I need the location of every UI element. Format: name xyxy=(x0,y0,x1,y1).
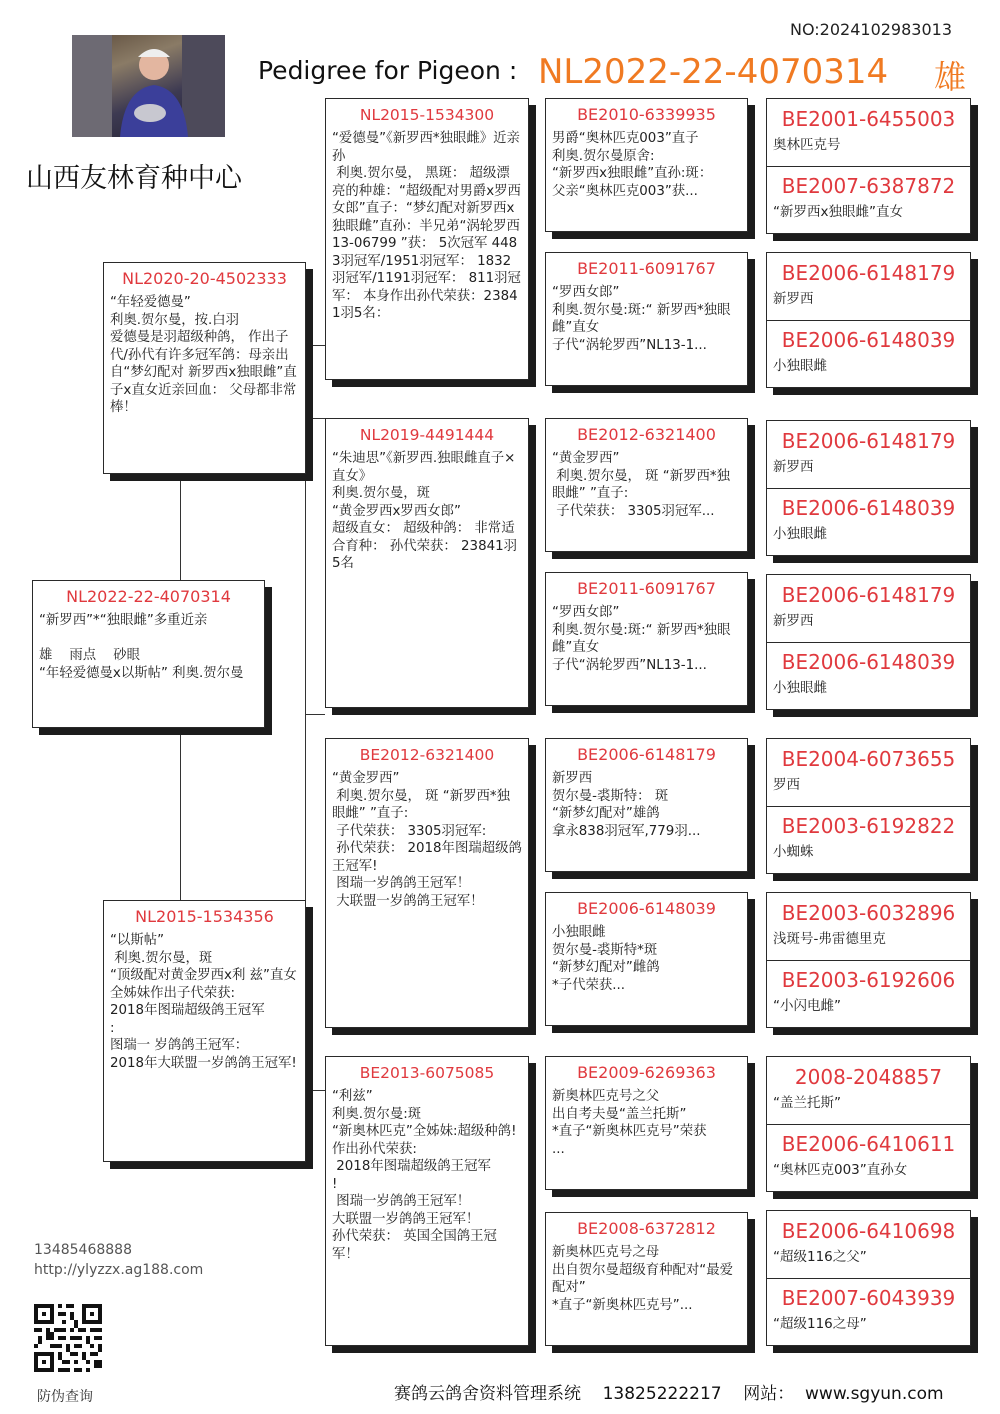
great-grandparent-desc: “罗西女郎” 利奥.贺尔曼:斑:“ 新罗西*独眼雌”直女 子代“涡轮罗西”NL13-1... xyxy=(552,285,731,353)
qr-code-icon[interactable] xyxy=(34,1304,102,1372)
grandparent-card xyxy=(325,738,529,1028)
great-grandparent-desc: 小独眼雌 贺尔曼-裘斯特*斑 “新梦幻配对”雌鸽 *子代荣获... xyxy=(552,925,660,993)
main-ring-number: NL2022-22-4070314 xyxy=(538,52,889,92)
great-grandparent-desc: “罗西女郎” 利奥.贺尔曼:斑:“ 新罗西*独眼雌”直女 子代“涡轮罗西”NL13-1... xyxy=(552,605,731,673)
connector-line xyxy=(305,714,325,716)
gen4-name: 新罗西 xyxy=(773,459,814,475)
gen4-ring: BE2006-6410698 xyxy=(781,1219,956,1243)
gen4-pair-card xyxy=(766,420,971,556)
gen4-pair-card xyxy=(766,1210,971,1346)
great-grandparent-card xyxy=(545,252,748,386)
gen4-name: “奥林匹克003”直孙女 xyxy=(773,1162,908,1178)
gen4-ring: BE2001-6455003 xyxy=(781,107,956,131)
great-grandparent-ring: BE2011-6091767 xyxy=(577,579,716,598)
grandparent-desc: “朱迪思”《新罗西.独眼雌直子×直女》 利奥.贺尔曼，斑 “黄金罗西x罗西女郎” 超级直女： 超级种鸽： 非常适合育种： 孙代荣获： 23841羽5名 xyxy=(332,451,518,571)
sire-card xyxy=(103,262,306,474)
subject-ring: NL2022-22-4070314 xyxy=(66,587,231,606)
connector-line xyxy=(305,1090,325,1092)
gen4-pair-card xyxy=(766,574,971,710)
gen4-ring: BE2003-6032896 xyxy=(781,901,956,925)
gen4-ring: 2008-2048857 xyxy=(794,1065,943,1089)
grandparent-ring: NL2015-1534300 xyxy=(359,106,495,124)
grandparent-desc: “利兹” 利奥.贺尔曼:斑 “新奥林匹克”全姊妹:超级种鸽!作出孙代荣获: 2018年图瑞超级鸽王冠军 ! 图瑞一岁鸽鸽王冠军！ 大联盟一岁鸽鸽王冠军！ 孙代荣获： 英国全国鸽王冠军！ xyxy=(332,1089,517,1262)
gen4-ring: BE2006-6148039 xyxy=(781,328,956,352)
person-photo-icon xyxy=(72,35,225,137)
great-grandparent-desc: 新奥林匹克号之母 出自贺尔曼超级育种配对“最爱配对” *直子“新奥林匹克号”... xyxy=(552,1245,734,1313)
grandparent-card xyxy=(325,98,529,380)
gen4-ring: BE2006-6148179 xyxy=(781,429,956,453)
great-grandparent-ring: BE2006-6148039 xyxy=(577,899,716,918)
subject-card xyxy=(32,580,265,728)
qr-label: 防伪查询 xyxy=(37,1389,93,1405)
gen4-pair-card xyxy=(766,1056,971,1192)
gen4-pair-card xyxy=(766,738,971,874)
great-grandparent-card xyxy=(545,98,748,232)
gen4-name: 新罗西 xyxy=(773,291,814,307)
great-grandparent-desc: 新奥林匹克号之父 出自考夫曼“盖兰托斯” *直子“新奥林匹克号”荣获 ... xyxy=(552,1089,707,1157)
gen4-name: 新罗西 xyxy=(773,613,814,629)
contact-phone: 13485468888 xyxy=(34,1242,132,1258)
gen4-name: 小独眼雌 xyxy=(773,526,827,542)
grandparent-desc: “爱德曼”《新罗西*独眼雌》近亲孙 利奥.贺尔曼， 黑斑： 超级漂亮的种雄：“超级配对男爵x罗西女郎”直子：“梦幻配对新罗西x独眼雌”直孙：半兄弟“涡轮罗西13-06799 ”获： 5次冠军 4483羽冠军/1951羽冠军： 1832羽冠军/1191羽冠军： 811羽冠军： 本身作出孙代荣获：23841羽5名： xyxy=(332,131,521,321)
doc-number: NO:2024102983013 xyxy=(790,20,953,39)
great-grandparent-ring: BE2011-6091767 xyxy=(577,259,716,278)
sex-label: 雄 xyxy=(934,58,967,96)
grandparent-card xyxy=(325,418,529,708)
grandparent-ring: BE2013-6075085 xyxy=(359,1064,495,1082)
gen4-name: 罗西 xyxy=(773,777,800,793)
gen4-name: 小蜘蛛 xyxy=(773,844,814,860)
gen4-pair-card xyxy=(766,252,971,388)
footer-text: 赛鸽云鸽舍资料管理系统 13825222217 网站： www.sgyun.com xyxy=(394,1384,944,1404)
gen4-ring: BE2006-6148179 xyxy=(781,583,956,607)
grandparent-ring: BE2012-6321400 xyxy=(359,746,495,764)
gen4-ring: BE2003-6192822 xyxy=(781,814,956,838)
page-title: Pedigree for Pigeon : xyxy=(258,56,518,85)
gen4-ring: BE2006-6148039 xyxy=(781,650,956,674)
great-grandparent-ring: BE2010-6339935 xyxy=(577,105,716,124)
dam-card xyxy=(103,900,306,1162)
gen4-name: 小独眼雌 xyxy=(773,358,827,374)
grandparent-ring: NL2019-4491444 xyxy=(359,426,495,444)
gen4-name: 奥林匹克号 xyxy=(773,137,841,153)
gen4-ring: BE2006-6148039 xyxy=(781,496,956,520)
gen4-pair-card xyxy=(766,892,971,1028)
gen4-ring: BE2007-6043939 xyxy=(781,1286,956,1310)
gen4-ring: BE2004-6073655 xyxy=(781,747,956,771)
gen4-ring: BE2003-6192606 xyxy=(781,968,956,992)
owner-photo xyxy=(72,35,225,137)
subject-desc: “新罗西”*“独眼雌”多重近亲 雄 雨点 砂眼 “年轻爱德曼x以斯帖” 利奥.贺尔曼 xyxy=(39,613,244,681)
great-grandparent-ring: BE2012-6321400 xyxy=(577,425,716,444)
connector-line xyxy=(305,418,325,420)
gen4-name: “新罗西x独眼雌”直女 xyxy=(773,204,903,220)
great-grandparent-card xyxy=(545,1056,748,1190)
great-grandparent-card xyxy=(545,738,748,872)
gen4-name: “超级116之父” xyxy=(773,1249,867,1265)
great-grandparent-ring: BE2006-6148179 xyxy=(577,745,716,764)
great-grandparent-desc: 新罗西 贺尔曼-裘斯特： 斑 “新梦幻配对”雄鸽 拿永838羽冠军,779羽... xyxy=(552,771,701,839)
grandparent-card xyxy=(325,1056,529,1346)
gen4-name: “盖兰托斯” xyxy=(773,1095,841,1111)
gen4-name: “超级116之母” xyxy=(773,1316,867,1332)
loft-name: 山西友林育种中心 xyxy=(26,163,242,194)
great-grandparent-card xyxy=(545,1212,748,1346)
gen4-ring: BE2007-6387872 xyxy=(781,174,956,198)
great-grandparent-card xyxy=(545,892,748,1026)
dam-desc: “以斯帖” 利奥.贺尔曼，斑 “顶级配对黄金罗西x利 兹”直女 全姊妹作出子代荣获: 2018年图瑞超级鸽王冠军 : 图瑞一 岁鸽鸽王冠军： 2018年大联盟一岁鸽鸽王冠军! xyxy=(110,933,297,1071)
dam-ring: NL2015-1534356 xyxy=(135,907,274,926)
gen4-pair-card xyxy=(766,98,971,234)
gen4-name: 浅斑号-弗雷德里克 xyxy=(773,931,886,947)
contact-url[interactable]: http://ylyzzx.ag188.com xyxy=(34,1262,204,1278)
connector-line xyxy=(305,345,325,347)
connector-line xyxy=(180,728,182,900)
great-grandparent-desc: “黄金罗西” 利奥.贺尔曼， 斑 “新罗西*独眼雌” ”直子: 子代荣获： 3305羽冠军... xyxy=(552,451,730,519)
gen4-ring: BE2006-6148179 xyxy=(781,261,956,285)
great-grandparent-card xyxy=(545,418,748,552)
grandparent-desc: “黄金罗西” 利奥.贺尔曼， 斑 “新罗西*独眼雌” ”直子: 子代荣获： 3305羽冠军: 孙代荣获： 2018年图瑞超级鸽王冠军! 图瑞一岁鸽鸽王冠军！ 大联盟一岁鸽鸽王冠军！ xyxy=(332,771,522,909)
gen4-name: “小闪电雌” xyxy=(773,998,841,1014)
gen4-name: 小独眼雌 xyxy=(773,680,827,696)
sire-desc: “年轻爱德曼” 利奥.贺尔曼，按.白羽 爱德曼是羽超级种鸽， 作出子代/孙代有许多冠军鸽：母亲出自“梦幻配对 新罗西x独眼雌”直子x直女近亲回血： 父母都非常棒！ xyxy=(110,295,297,415)
great-grandparent-desc: 男爵“奥林匹克003”直子 利奥.贺尔曼原舍: “新罗西x独眼雌”直孙:斑： 父亲“奥林匹克003”获... xyxy=(552,131,713,199)
great-grandparent-ring: BE2009-6269363 xyxy=(577,1063,716,1082)
gen4-ring: BE2006-6410611 xyxy=(781,1132,956,1156)
sire-ring: NL2020-20-4502333 xyxy=(122,269,287,288)
great-grandparent-ring: BE2008-6372812 xyxy=(577,1219,716,1238)
great-grandparent-card xyxy=(545,572,748,706)
